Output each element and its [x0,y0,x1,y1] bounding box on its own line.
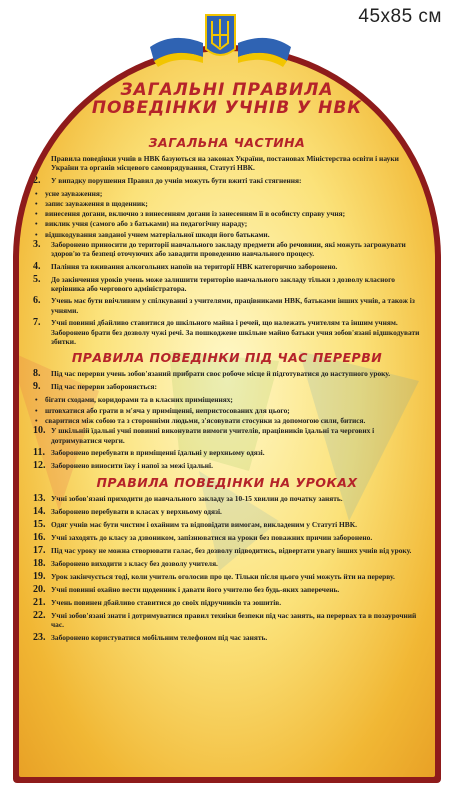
rule-item [33,598,421,608]
rule-item [33,572,421,582]
bullet-text: запис зауваження в щоденник; [45,199,148,209]
bullet-text: виклик учня (самого або з батьками) на педагогічну нараду; [45,219,248,229]
bullet-dot-icon: • [35,219,38,229]
rule-number: 16. [33,531,46,543]
rule-text: Під час уроку не можна створювати галас, без дозволу підводитись, відвертати увагу інших учнів від уроку. [51,545,412,555]
bullet-item [35,416,421,425]
bullet-item [35,199,421,208]
bullet-dot-icon: • [35,395,38,405]
stand-frame [13,45,441,783]
rule-number: 21. [33,596,46,608]
rule-number: 12. [33,459,46,471]
rule-text: Заборонено виходити з класу без дозволу учителя. [51,558,218,568]
bullet-dot-icon: • [35,229,38,239]
rule-number: 5. [33,273,41,285]
size-label: 45x85 см [358,6,442,27]
trident-icon [206,15,235,55]
bullet-text: бігати сходами, коридорами та в класних приміщеннях; [45,395,233,405]
rule-number: 3. [33,238,41,250]
rule-number: 4. [33,260,41,272]
bullet-dot-icon: • [35,188,38,198]
rule-number: 9. [33,381,41,393]
section-title: ЗАГАЛЬНА ЧАСТИНА [148,135,306,150]
rule-text: Учні зобов'язані знати і дотримуватися правил техніки безпеки під час занять, на перервах та в позаурочний час. [51,610,417,630]
bullet-item [35,230,421,239]
rule-item [33,262,421,272]
rule-text: Учень має бути ввічливим у спілкуванні з учителями, працівниками НВК, батьками інших учнів, а також із учнями. [51,296,415,315]
rule-item [33,559,421,569]
bullet-dot-icon: • [35,199,38,209]
bullet-item [35,209,421,218]
bullet-text: штовхатися або грати в м'яча у приміщенні, непристосованих для цього; [45,405,290,415]
title-line-1: ЗАГАЛЬНІ ПРАВИЛА [120,80,334,100]
rule-item [33,296,421,315]
rule-number: 15. [33,518,46,530]
bullet-dot-icon: • [35,209,38,219]
rule-text: Одяг учнів має бути чистим і охайним та відповідати вимогам, викладеним у Статуті НВК. [51,519,357,529]
rules-content [33,135,421,646]
bullet-text: винесення догани, включно з винесенням догани із занесенням її в особисту справу учня; [45,209,346,219]
rule-text: Учень повинен дбайливо ставитися до своїх підручників та зошитів. [51,597,282,607]
rule-item [33,176,421,186]
rule-item [33,369,421,379]
bullet-item [35,406,421,415]
rule-number: 2. [33,174,41,186]
rule-number: 23. [33,631,46,643]
rule-item [33,585,421,595]
rule-number: 10. [33,425,46,437]
rule-text: Правила поведінки учнів в НВК базуються на законах України, постановах Міністерства освіти і науки України та органів місцевого самоврядування, Статуті НВК. [51,154,399,173]
rule-item [33,494,421,504]
rule-item [33,426,421,445]
rule-text: Заборонено користуватися мобільним телефоном під час занять. [51,632,268,642]
rule-number: 11. [33,446,45,458]
bullet-item [35,219,421,228]
rule-number: 20. [33,583,46,595]
rule-text: У шкільній їдальні учні повинні виконувати вимоги учителів, працівників їдальні та чергових і дотримуватися черги. [51,426,375,445]
rule-number: 13. [33,492,46,504]
rule-item [33,382,421,392]
section-title: ПРАВИЛА ПОВЕДІНКИ ПІД ЧАС ПЕРЕРВИ [71,350,383,366]
rule-text: Під час перерви учень зобов'язаний прибрати своє робоче місце й підготуватися до наступного уроку. [51,369,391,379]
section-title: ПРАВИЛА ПОВЕДІНКИ НА УРОКАХ [96,474,358,490]
rule-text: Учні заходять до класу за дзвоником, запізнюватися на уроки без поважних причин заборонено. [51,532,373,542]
rule-item [33,507,421,517]
rule-number: 6. [33,295,41,307]
rule-number: 19. [33,570,46,582]
bullet-text: усне зауваження; [45,188,103,198]
rule-number: 1. [33,153,41,164]
rule-item [33,533,421,543]
rule-item [33,633,421,643]
rule-text: Урок закінчується тоді, коли учитель оголосив про це. Тільки після цього учні можуть йти на перерву. [51,571,395,581]
rule-item [33,461,421,471]
emblem [148,9,293,69]
rule-number: 22. [33,609,46,621]
rule-item [33,240,421,259]
rule-item [33,318,421,346]
rule-text: У випадку порушення Правил до учнів можуть бути вжиті такі стягнення: [51,175,302,185]
rule-text: Учні повинні охайно вести щоденник і давати його учителю без будь-яких заперечень. [51,584,340,594]
stand-panel [19,51,435,777]
rule-number: 18. [33,557,46,569]
bullet-item [35,395,421,404]
rule-text: Заборонено приносити до території навчального закладу предмети або речовини, які можуть загрожувати здоров'ю та безпеці оточуючих або завадити проведенню навчального процесу. [51,239,406,259]
rule-text: Учні повинні дбайливо ставитися до шкільного майна і речей, що належать учителям та іншим учням. Заборонено брати без дозволу чужі речі. За пошкоджене шкільне майно батьки учня зобов'язані відшкодувати збитки. [51,318,420,347]
rule-number: 17. [33,544,46,556]
rule-text: Під час перерви забороняється: [51,382,158,392]
rule-text: Учні зобов'язані приходити до навчального закладу за 10-15 хвилин до початку занять. [51,493,343,503]
rule-number: 14. [33,505,46,517]
rule-item [33,448,421,458]
rule-item [33,520,421,530]
bullet-text: відшкодування завданої учнем матеріальної шкоди його батьками. [45,229,270,239]
rule-number: 7. [33,317,41,329]
bullet-dot-icon: • [35,415,38,425]
rule-text: Заборонено виносити їжу і напої за межі їдальні. [51,460,213,470]
bullet-text: сваритися між собою та з сторонніми людьми, з'ясовувати стосунки за допомогою сили, битися. [45,415,366,425]
title-line-2: ПОВЕДІНКИ УЧНІВ У НВК [91,98,363,118]
rule-number: 8. [33,368,41,380]
rule-text: Заборонено перебувати в класах у верхньому одязі. [51,506,222,516]
bullet-item [35,189,421,198]
rule-item [33,154,421,173]
bullet-dot-icon: • [35,405,38,415]
rule-item [33,546,421,556]
rule-text: Заборонено перебувати в приміщенні їдальні у верхньому одязі. [51,447,265,457]
rule-item [33,611,421,630]
rule-item [33,275,421,294]
rule-text: Паління та вживання алкогольних напоїв на території НВК категорично заборонено. [51,261,338,271]
rule-text: До закінчення уроків учень може залишити територію навчального закладу тільки з дозволу класного керівника або чергового адміністратора. [51,274,395,294]
